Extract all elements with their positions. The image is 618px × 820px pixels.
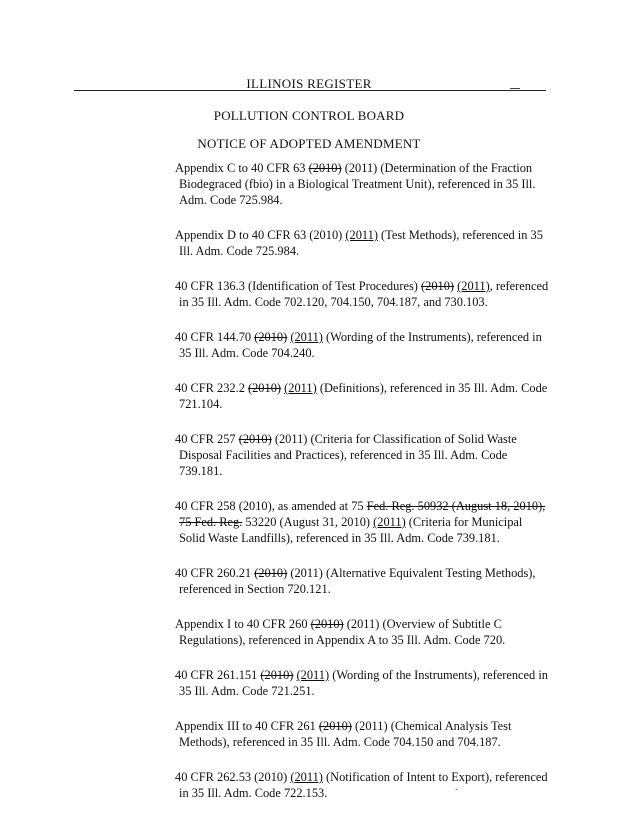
entry-text: Appendix C to 40 CFR 63 [175, 161, 309, 175]
entry-text: 40 CFR 262.53 (2010) [175, 770, 291, 784]
reference-entry [175, 329, 549, 361]
inserted-text: (2011) [290, 770, 323, 784]
deleted-text: (2010) [260, 668, 294, 682]
entry-text: 40 CFR 257 [175, 432, 239, 446]
deleted-text: (2010) [308, 161, 342, 175]
reference-entry [175, 616, 549, 648]
deleted-text: (2010) [310, 617, 344, 631]
reference-list [175, 160, 549, 820]
entry-text: (Wording of the Instruments), referenced in 35 Ill. Adm. Code 704.240. [179, 330, 542, 360]
page-mark: . [455, 782, 458, 793]
header-rule-mark [510, 88, 520, 89]
reference-entry [175, 667, 549, 699]
deleted-text: Fed. Reg. 50932 (August 18, 2010), 75 Fed. Reg. [179, 499, 546, 529]
entry-text: 40 CFR 260.21 [175, 566, 255, 580]
inserted-text: (2011) [345, 228, 378, 242]
reference-entry [175, 498, 549, 546]
reference-entry [175, 160, 549, 208]
deleted-text: (2010) [254, 566, 288, 580]
entry-text: 40 CFR 261.151 [175, 668, 261, 682]
reference-entry [175, 227, 549, 259]
entry-text: , referenced in 35 Ill. Adm. Code 702.120, 704.150, 704.187, and 730.103. [179, 279, 549, 309]
entry-text: 40 CFR 144.70 [175, 330, 255, 344]
entry-text: (Test Methods), referenced in 35 Ill. Adm. Code 725.984. [179, 228, 543, 258]
inserted-text: (2011) [457, 279, 490, 293]
entry-text: (2011) (Overview of Subtitle C Regulations), referenced in Appendix A to 35 Ill. Adm. Code 720. [179, 617, 506, 647]
entry-text: 40 CFR 136.3 (Identification of Test Procedures) [175, 279, 421, 293]
register-title: ILLINOIS REGISTER [246, 76, 372, 91]
notice-heading: NOTICE OF ADOPTED AMENDMENT [197, 136, 421, 151]
reference-entry [175, 431, 549, 479]
entry-text: 40 CFR 232.2 [175, 381, 248, 395]
deleted-text: (2010) [238, 432, 272, 446]
deleted-text: (2010) [247, 381, 282, 395]
reference-entry [175, 565, 549, 597]
reference-entry [175, 380, 549, 412]
inserted-text: (2011) [373, 515, 406, 529]
entry-text: (2011) (Chemical Analysis Test Methods), referenced in 35 Ill. Adm. Code 704.150 and 704.187. [179, 719, 512, 749]
entry-text: (Definitions), referenced in 35 Ill. Adm. Code 721.104. [179, 381, 548, 411]
entry-text: (2011) (Alternative Equivalent Testing Methods), referenced in Section 720.121. [179, 566, 536, 596]
board-heading: POLLUTION CONTROL BOARD [213, 108, 405, 123]
deleted-text: (2010) [254, 330, 288, 344]
entry-text: Appendix III to 40 CFR 261 [175, 719, 319, 733]
entry-text: (Criteria for Municipal Solid Waste Landfills), referenced in 35 Ill. Adm. Code 739.181. [179, 515, 523, 545]
entry-text: Appendix I to 40 CFR 260 [175, 617, 311, 631]
reference-entry [175, 278, 549, 310]
entry-text: (Notification of Intent to Export), referenced in 35 Ill. Adm. Code 722.153. [179, 770, 548, 800]
inserted-text: (2011) [296, 668, 330, 682]
reference-entry [175, 718, 549, 750]
entry-text: (Wording of the Instruments), referenced in 35 Ill. Adm. Code 721.251. [179, 668, 548, 698]
entry-text: (2011) (Determination of the Fraction Biodegraced (fbio) in a Biological Treatment Unit), referenced in 35 Ill. Adm. Code 725.984. [179, 161, 536, 207]
entry-text: 53220 (August 31, 2010) [242, 515, 374, 529]
deleted-text: (2010) [421, 279, 455, 293]
entry-text: (2011) (Criteria for Classification of Solid Waste Disposal Facilities and Practices), referenced in 35 Ill. Adm. Code 739.181. [179, 432, 517, 478]
reference-entry [175, 769, 549, 801]
inserted-text: (2011) [284, 381, 317, 395]
inserted-text: (2011) [290, 330, 323, 344]
entry-text: Appendix D to 40 CFR 63 (2010) [175, 228, 346, 242]
entry-text: 40 CFR 258 (2010), as amended at 75 [175, 499, 367, 513]
header-rule [74, 90, 546, 91]
deleted-text: (2010) [318, 719, 352, 733]
